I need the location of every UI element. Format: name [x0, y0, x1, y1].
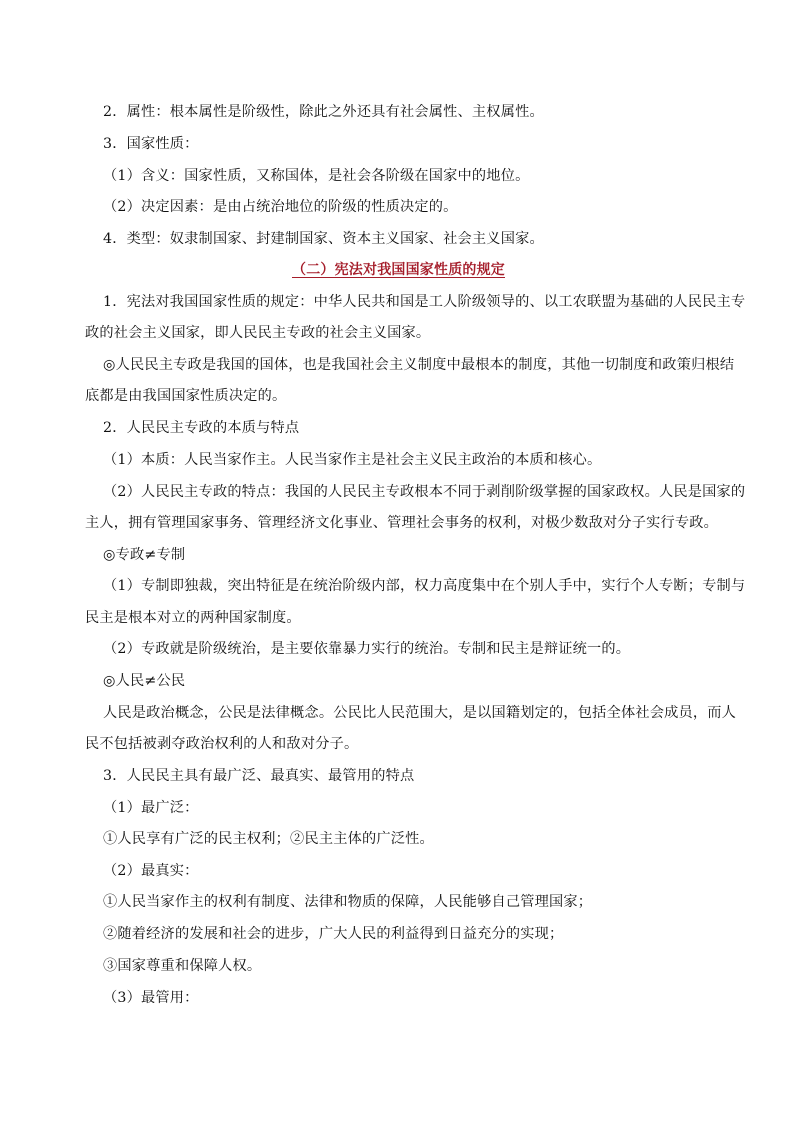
- note-state-system-line1: ◎人民民主专政是我国的国体，也是我国社会主义制度中最根本的制度，其他一切制度和政策归根结: [103, 357, 735, 373]
- paragraph-types: 4．类型：奴隶制国家、封建制国家、资本主义国家、社会主义国家。: [103, 231, 544, 247]
- paragraph-features-line1: （2）人民民主专政的特点：我国的人民民主专政根本不同于剥削阶级掌握的国家政权。人民是国家的: [103, 484, 746, 500]
- paragraph-widest-title: （1）最广泛：: [103, 800, 199, 816]
- paragraph-attribute: 2．属性：根本属性是阶级性，除此之外还具有社会属性、主权属性。: [103, 104, 544, 120]
- paragraph-truest-1: ①人民当家作主的权利有制度、法律和物质的保障，人民能够自己管理国家；: [103, 894, 593, 910]
- paragraph-widest: ①人民享有广泛的民主权利；②民主主体的广泛性。: [103, 831, 434, 847]
- paragraph-constitution-line2: 政的社会主义国家，即人民民主专政的社会主义国家。: [85, 325, 431, 341]
- paragraph-democracy-title: 3．人民民主具有最广泛、最真实、最管用的特点: [103, 768, 415, 784]
- paragraph-truest-title: （2）最真实：: [103, 863, 199, 879]
- section-heading: （二）宪法对我国国家性质的规定: [292, 262, 505, 278]
- paragraph-people-line1: 人民是政治概念，公民是法律概念。公民比人民范围大，是以国籍划定的，包括全体社会成员，而人: [103, 705, 737, 721]
- paragraph-class-rule: （2）专政就是阶级统治，是主要依靠暴力实行的统治。专制和民主是辩证统一的。: [103, 641, 631, 657]
- paragraph-truest-2: ②随着经济的发展和社会的进步，广大人民的利益得到日益充分的实现；: [103, 926, 564, 942]
- note-state-system-line2: 底都是由我国国家性质决定的。: [85, 388, 287, 404]
- paragraph-features-line2: 主人，拥有管理国家事务、管理经济文化事业、管理社会事务的权利，对极少数敌对分子实行专政。: [85, 515, 719, 531]
- paragraph-essence: （1）本质：人民当家作主。人民当家作主是社会主义民主政治的本质和核心。: [103, 452, 602, 468]
- paragraph-meaning: （1）含义：国家性质，又称国体，是社会各阶级在国家中的地位。: [103, 168, 530, 184]
- paragraph-essence-title: 2．人民民主专政的本质与特点: [103, 420, 300, 436]
- paragraph-determining-factor: （2）决定因素：是由占统治地位的阶级的性质决定的。: [103, 199, 458, 215]
- paragraph-autocracy-line1: （1）专制即独裁，突出特征是在统治阶级内部，权力高度集中在个别人手中，实行个人专断；专制与: [103, 578, 746, 594]
- paragraph-people-line2: 民不包括被剥夺政治权利的人和敌对分子。: [85, 736, 359, 752]
- note-people-citizens: ◎人民≠公民: [103, 673, 186, 689]
- paragraph-autocracy-line2: 民主是根本对立的两种国家制度。: [85, 610, 301, 626]
- note-dictatorship: ◎专政≠专制: [103, 547, 186, 563]
- paragraph-state-nature-title: 3．国家性质：: [103, 136, 199, 152]
- paragraph-most-useful-title: （3）最管用：: [103, 990, 199, 1006]
- paragraph-truest-3: ③国家尊重和保障人权。: [103, 958, 262, 974]
- paragraph-constitution-line1: 1．宪法对我国国家性质的规定：中华人民共和国是工人阶级领导的、以工农联盟为基础的人民民主专: [103, 294, 746, 310]
